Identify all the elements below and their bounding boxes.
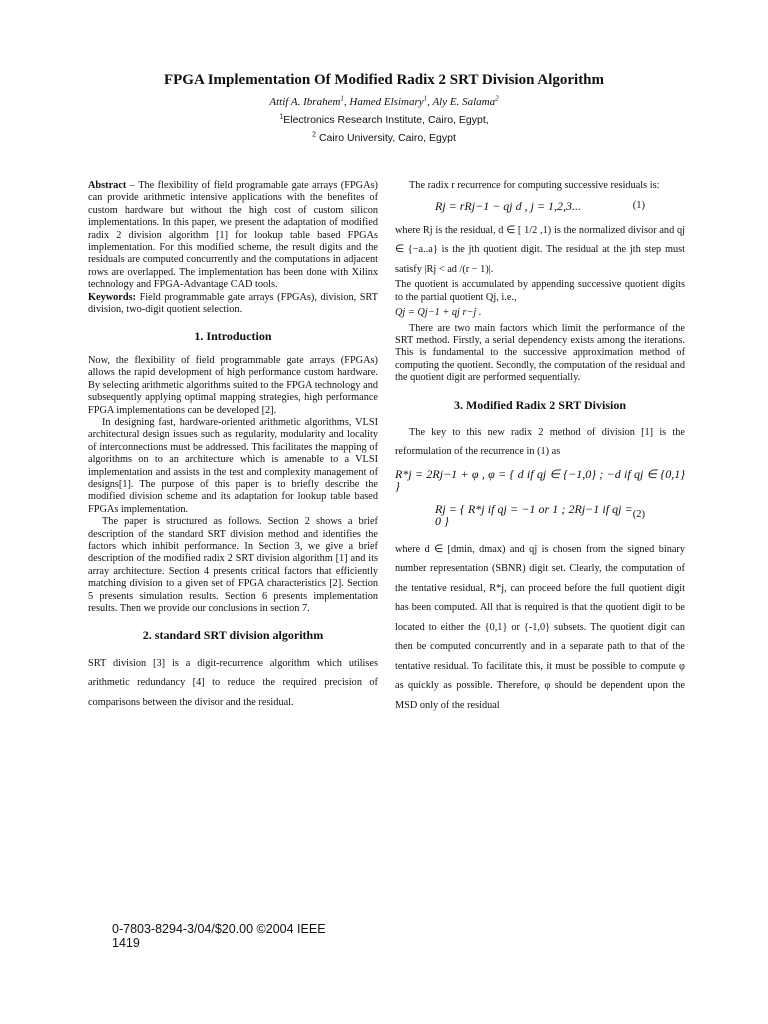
keywords-text: Field programmable gate arrays (FPGAs), division, SRT division, two-digit quotient selection. [88, 291, 378, 316]
paragraph: There are two main factors which limit the performance of the SRT method. Firstly, a serial dependency exists among the iterations. This is fundamental to the successive approximation method of computing the quotient. Secondly, the computation of the residual and the quotient digit are performed sequentially. [395, 322, 685, 384]
author-mark: 1 [340, 94, 344, 103]
paragraph: The paper is structured as follows. Section 2 shows a brief description of the standard SRT division method and identifies the factors which inhibit performance. In Section 3, we give a brief description of the modified radix 2 SRT division algorithm [1] and its array architecture. Section 4 presents critical factors that efficiently matching division to a given set of FPGA characteristics [2]. Section 5 presents simulation results. Section 6 presents implementation results. Then we provide our conclusions in section 7. [88, 516, 378, 614]
paper-title: FPGA Implementation Of Modified Radix 2 SRT Division Algorithm [163, 72, 605, 88]
paragraph: In designing fast, hardware-oriented arithmetic algorithms, VLSI architectural design issues such as regularity, modularity and locality of interconnections must be addressed. This facilitates the mapping of algorithms on to an architecture which is amenable to a VLSI implementation and assists in the test and complexity management of designs[1]. The purpose of this paper is to briefly describe the modified division scheme and its adaptation for lookup table based FPGAs implementation. [88, 416, 378, 515]
section-heading: 2. standard SRT division algorithm [142, 628, 324, 643]
author-list: Attif A. Ibrahem$^1$, Hamed Elsimary$^1$, Aly E. Salama$^2$ [269, 94, 499, 108]
left-column [88, 180, 378, 712]
author-mark: 1 [423, 94, 428, 103]
author-name: Hamed Elsimary [349, 96, 424, 108]
affiliation [0, 132, 768, 144]
paragraph: The key to this new radix 2 method of division [1] is the reformulation of the recurrence in (1) as [395, 426, 685, 458]
affiliation [0, 114, 768, 126]
equation-2b [395, 503, 685, 528]
right-column [395, 180, 685, 715]
author-mark: 2 [495, 94, 499, 103]
equation-body: Rj = rRj−1 − qj d , j = 1,2,3... [435, 199, 582, 214]
affiliation-mark: 1 [279, 113, 284, 121]
page-number: 1419 [112, 936, 140, 950]
affiliation-text: Electronics Research Institute, Cairo, Egypt, [283, 114, 489, 126]
equation-body: Rj = { R*j if qj = −1 or 1 ; 2Rj−1 if qj = 0 } [435, 501, 633, 529]
copyright-line: 0-7803-8294-3/04/$20.00 ©2004 IEEE [112, 922, 326, 936]
paragraph: The radix r recurrence for computing successive residuals is: [409, 180, 660, 191]
keywords [88, 292, 378, 317]
paragraph: SRT division [3] is a digit-recurrence algorithm which utilises arithmetic redundancy [4] to reduce the required precision of comparisons between the divisor and the residual. [88, 657, 378, 708]
author-name: Attif A. Ibrahem [269, 96, 341, 108]
author-name: Aly E. Salama [432, 96, 496, 108]
section-heading: 3. Modified Radix 2 SRT Division [453, 397, 627, 412]
equation-body: R*j = 2Rj−1 + φ , φ = { d if qj ∈ {−1,0} ; −d if qj ∈ {0,1} } [395, 466, 685, 494]
equation-number: (1) [632, 200, 645, 212]
section-heading: 1. Introduction [194, 329, 272, 344]
abstract-label: Abstract [88, 180, 127, 191]
equation-quotient: Qj = Qj−1 + qj r−j . [395, 307, 482, 319]
paragraph: where d ∈ [dmin, dmax) and qj is chosen from the signed binary number representation (SBNR) digit set. Clearly, the computation of the tentative residual, R*j, can proceed before the full quotient digit has been computed. All that is required is that the quotient digit to be located to either the {0,1} or {-1,0} subsets. The quotient digit can then be computed concurrently and in a separate path to that of the tentative residual. To facilitate this, it must be possible to compute φ as quickly as possible. Therefore, φ should be dependent upon the MSD only of the residual [395, 543, 685, 711]
paragraph: The quotient is accumulated by appending successive quotient digits to the partial quotient Qj, i.e., [395, 279, 685, 303]
paragraph: Now, the flexibility of field programmable gate arrays (FPGAs) allows the rapid development of high performance custom hardware. By selecting arithmetic algorithms suited to the FPGA technology and subsequently applying optimal mapping strategies, high performance FPGA implementations can be developed [2]. [88, 354, 378, 416]
affiliation-mark: 2 [312, 131, 317, 139]
abstract-text: – The flexibility of field programable gate arrays (FPGAs) can provide arithmetic intensive applications with the benefites of custom hardware but without the high cost of custom silicon implementations. In this paper, we present the adaptation of modified radix 2 division algorithm [1] for lookup table based FPGAs implementation. For this modified scheme, the result digits and the residuals are computed concurrently and the computations in adjacent rows are overlapped. The implementation has been done with Xilinx technology and FPGA-Advantage CAD tools. [88, 180, 378, 291]
abstract [88, 180, 378, 292]
affiliation-text: Cairo University, Cairo, Egypt [318, 132, 456, 144]
footer [112, 922, 326, 950]
equation-1 [395, 200, 685, 212]
equation-2a [395, 468, 685, 493]
keywords-label: Keywords: [88, 291, 137, 303]
paragraph: where Rj is the residual, d ∈ [ 1/2 ,1) is the normalized divisor and qj ∈ {−a..a} is the jth quotient digit. The residual at the jth step must satisfy |Rj < ad /(r − 1)|. [395, 224, 685, 275]
equation-number: (2) [632, 508, 645, 520]
